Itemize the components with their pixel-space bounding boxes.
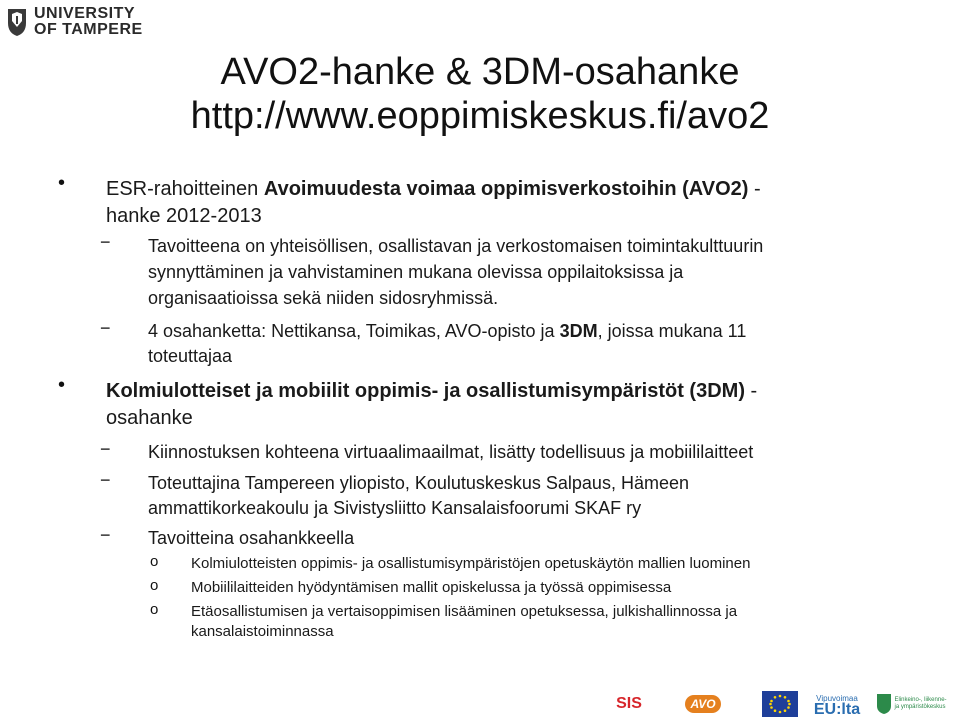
sub-1-1-line-1: Tavoitteena on yhteisöllisen, osallistavan ja verkostomaisen toimintakulttuurin — [148, 236, 764, 256]
sub-3-2-line-1: Mobiililaitteiden hyödyntämisen mallit opiskelussa ja työssä oppimisessa — [191, 579, 672, 596]
slide-title-line-1: AVO2-hanke & 3DM-osahanke — [220, 51, 740, 93]
bold-text-run: Kolmiulotteiset ja mobiilit oppimis- ja osallistumisympäristöt (3DM) — [106, 380, 745, 402]
sub-1-2-line-1 — [148, 318, 746, 344]
bullet-icon: • — [58, 374, 66, 396]
text-run: ESR-rahoitteinen — [106, 178, 264, 200]
bold-text-run: Avoimuudesta voimaa oppimisverkostoihin (AVO2) — [263, 178, 749, 200]
bold-text-run: 3DM — [559, 321, 598, 341]
bullet-2-line-1 — [106, 378, 757, 404]
ely-text: Elinkeino-, liikenne- ja ympäristökeskus — [894, 697, 947, 710]
dash-icon: − — [100, 318, 111, 338]
sub-2-2-line-1: Toteuttajina Tampereen yliopisto, Koulutuskeskus Salpaus, Hämeen — [148, 473, 689, 493]
text-run: , joissa mukana 11 — [597, 321, 747, 341]
sub-1-1-line-3: organisaatioissa sekä niiden sidosryhmissä. — [148, 288, 499, 308]
bullet-icon: • — [58, 172, 66, 194]
vipuvoimaa-logo — [808, 689, 866, 719]
text-run: - — [748, 178, 761, 200]
sub-2-2-line-2: ammattikorkeakoulu ja Sivistysliitto Kansalaisfoorumi SKAF ry — [148, 498, 642, 518]
bullet-2-line-2: osahanke — [106, 407, 193, 429]
bullet-1-line-2: hanke 2012-2013 — [106, 205, 262, 227]
ely-logo — [874, 689, 954, 719]
avo-logo — [680, 689, 726, 719]
sis-logo — [608, 689, 650, 719]
circle-bullet-icon: o — [150, 601, 159, 618]
logo-line-1: UNIVERSITY — [34, 5, 136, 22]
dash-icon: − — [100, 439, 111, 459]
logo-line-2: OF TAMPERE — [34, 21, 143, 38]
dash-icon: − — [100, 525, 111, 545]
partner-logos — [0, 683, 960, 723]
sub-1-1-line-2: synnyttäminen ja vahvistaminen mukana olevissa oppilaitoksissa ja — [148, 262, 684, 282]
sub-3-1-line-1: Kolmiulotteisten oppimis- ja osallistumisympäristöjen opetuskäytön mallien luominen — [191, 555, 751, 572]
sub-2-3-line-1: Tavoitteina osahankkeella — [148, 528, 355, 548]
avo-logo-text: AVO — [685, 695, 720, 713]
text-run: 4 osahanketta: Nettikansa, Toimikas, AVO-opisto ja — [148, 321, 560, 341]
vipuvoimaa-small-text: Vipuvoimaa — [816, 694, 858, 703]
dash-icon: − — [100, 470, 111, 490]
university-crest-icon — [6, 7, 28, 37]
sub-1-2-line-2: toteuttajaa — [148, 346, 233, 366]
circle-bullet-icon: o — [150, 577, 159, 594]
sis-logo-text: SIS — [616, 695, 642, 712]
dash-icon: − — [100, 232, 111, 252]
eu-flag-icon — [762, 691, 798, 717]
sub-3-3-line-1: Etäosallistumisen ja vertaisoppimisen lisääminen opetuksessa, julkishallinnossa ja — [191, 603, 738, 620]
vipuvoimaa-big-text: EU:lta — [813, 701, 861, 718]
university-logo — [6, 4, 166, 40]
sub-2-1-line-1: Kiinnostuksen kohteena virtuaalimaailmat, lisätty todellisuus ja mobiililaitteet — [148, 442, 754, 462]
bullet-1-line-1 — [106, 176, 761, 202]
slide-title-line-2: http://www.eoppimiskeskus.fi/avo2 — [190, 95, 770, 137]
circle-bullet-icon: o — [150, 553, 159, 570]
text-run: - — [744, 380, 758, 402]
ely-crest-icon — [876, 693, 892, 715]
sub-3-3-line-2: kansalaistoiminnassa — [191, 623, 334, 640]
eu-flag-logo — [760, 689, 800, 719]
